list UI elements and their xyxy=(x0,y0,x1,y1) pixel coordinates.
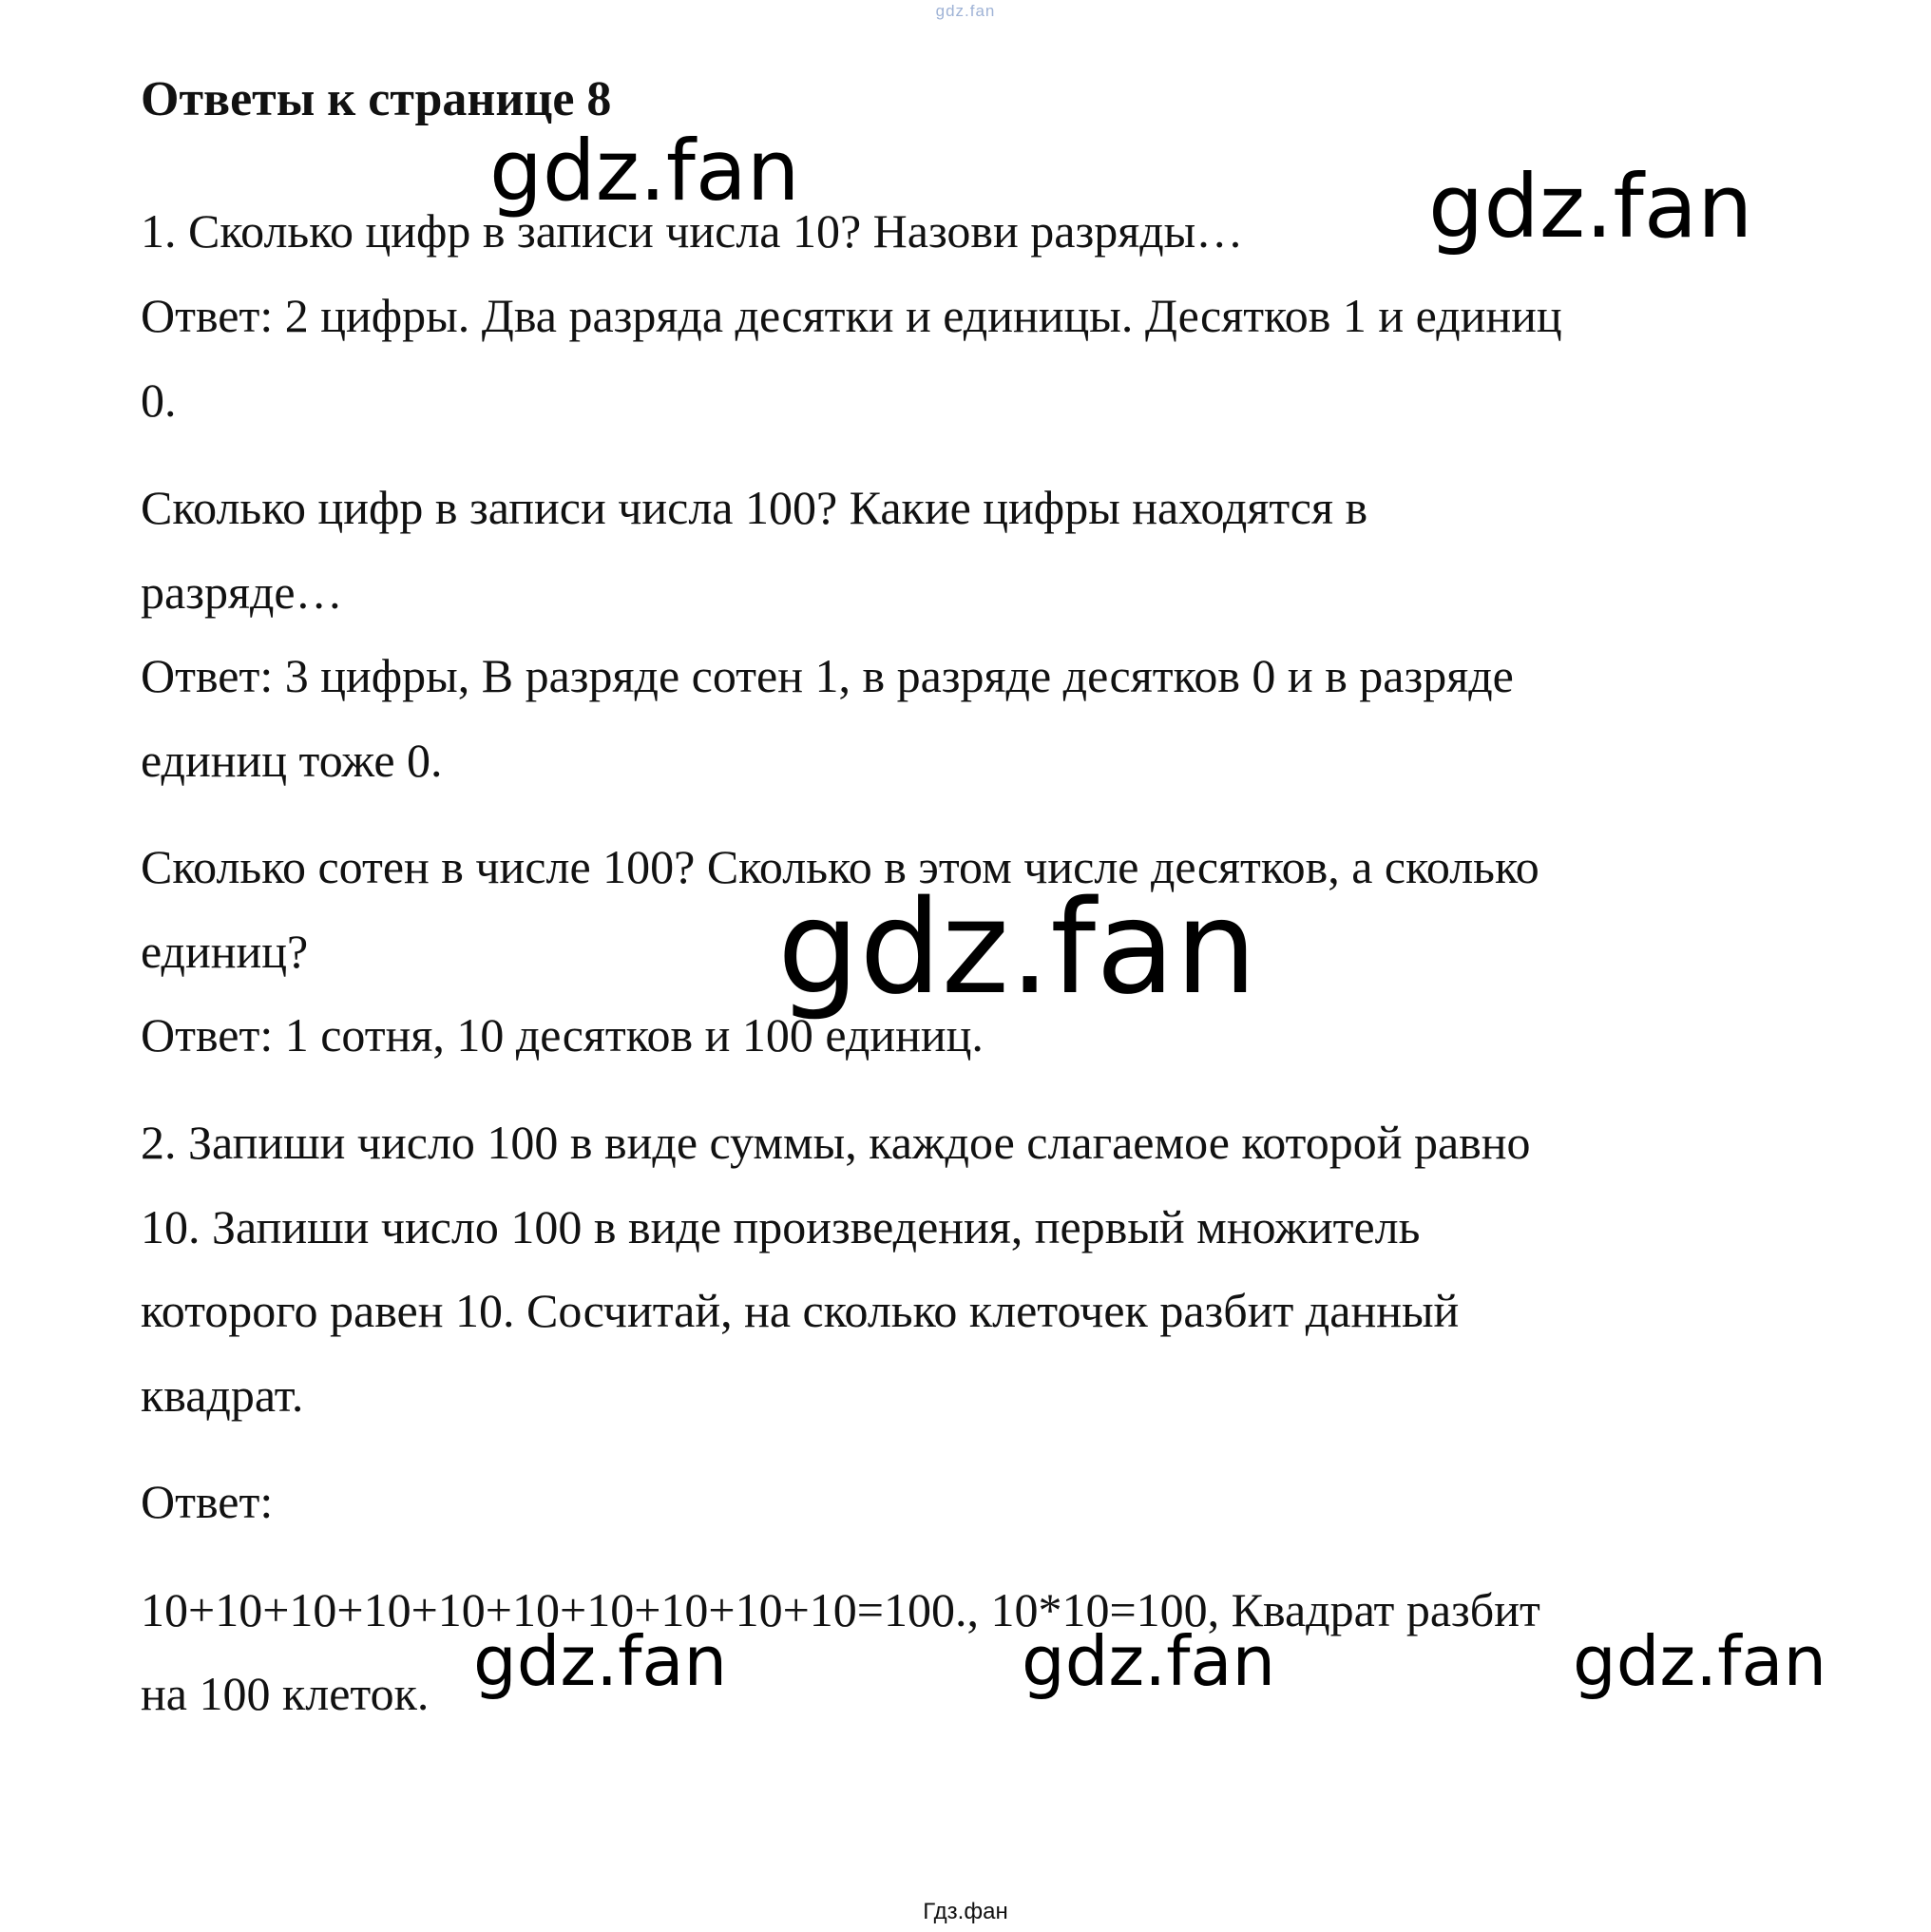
answer-1c-text: Ответ: 1 сотня, 10 десятков и 100 единиц. xyxy=(141,1008,984,1062)
answer-1-line-1: Ответ: 2 цифры. Два разряда десятки и единицы. Десятков 1 и единиц xyxy=(141,289,1562,342)
page-title: Ответы к странице 8 xyxy=(141,72,612,126)
question-2-line-1: 2. Запиши число 100 в виде суммы, каждое слагаемое которой равно xyxy=(141,1116,1531,1169)
answer-2-line-1: 10+10+10+10+10+10+10+10+10+10=100., 10*10=100, Квадрат разбит xyxy=(141,1583,1540,1636)
watermark: gdz.fan xyxy=(1022,1621,1276,1701)
page-footer: Гдз.фан xyxy=(923,1899,1008,1924)
question-1c-line-2: единиц? xyxy=(141,925,309,978)
question-1c-line-1: Сколько сотен в числе 100? Сколько в этом числе десятков, а сколько xyxy=(141,840,1539,893)
top-watermark: gdz.fan xyxy=(935,2,996,20)
question-2-line-2: 10. Запиши число 100 в виде произведения, первый множитель xyxy=(141,1200,1421,1253)
question-1b-line-2: разряде… xyxy=(141,565,343,619)
watermark: gdz.fan xyxy=(1573,1621,1827,1701)
watermark: gdz.fan xyxy=(1428,156,1753,258)
question-1b-line-1: Сколько цифр в записи числа 100? Какие цифры находятся в xyxy=(141,481,1368,534)
question-2-line-4: квадрат. xyxy=(141,1368,304,1422)
answer-1-line-2: 0. xyxy=(141,373,177,427)
question-2-line-3: которого равен 10. Сосчитай, на сколько клеточек разбит данный xyxy=(141,1284,1460,1337)
watermark: gdz.fan xyxy=(473,1621,728,1701)
watermark: gdz.fan xyxy=(489,122,800,220)
answer-2-label: Ответ: xyxy=(141,1475,274,1528)
answer-2-line-2: на 100 клеток. xyxy=(141,1667,430,1720)
question-1-text: 1. Сколько цифр в записи числа 10? Назови разряды… xyxy=(141,204,1244,258)
watermark: gdz.fan xyxy=(777,873,1257,1023)
answer-1b-line-2: единиц тоже 0. xyxy=(141,734,443,787)
answer-1b-line-1: Ответ: 3 цифры, В разряде сотен 1, в разряде десятков 0 и в разряде xyxy=(141,649,1514,702)
